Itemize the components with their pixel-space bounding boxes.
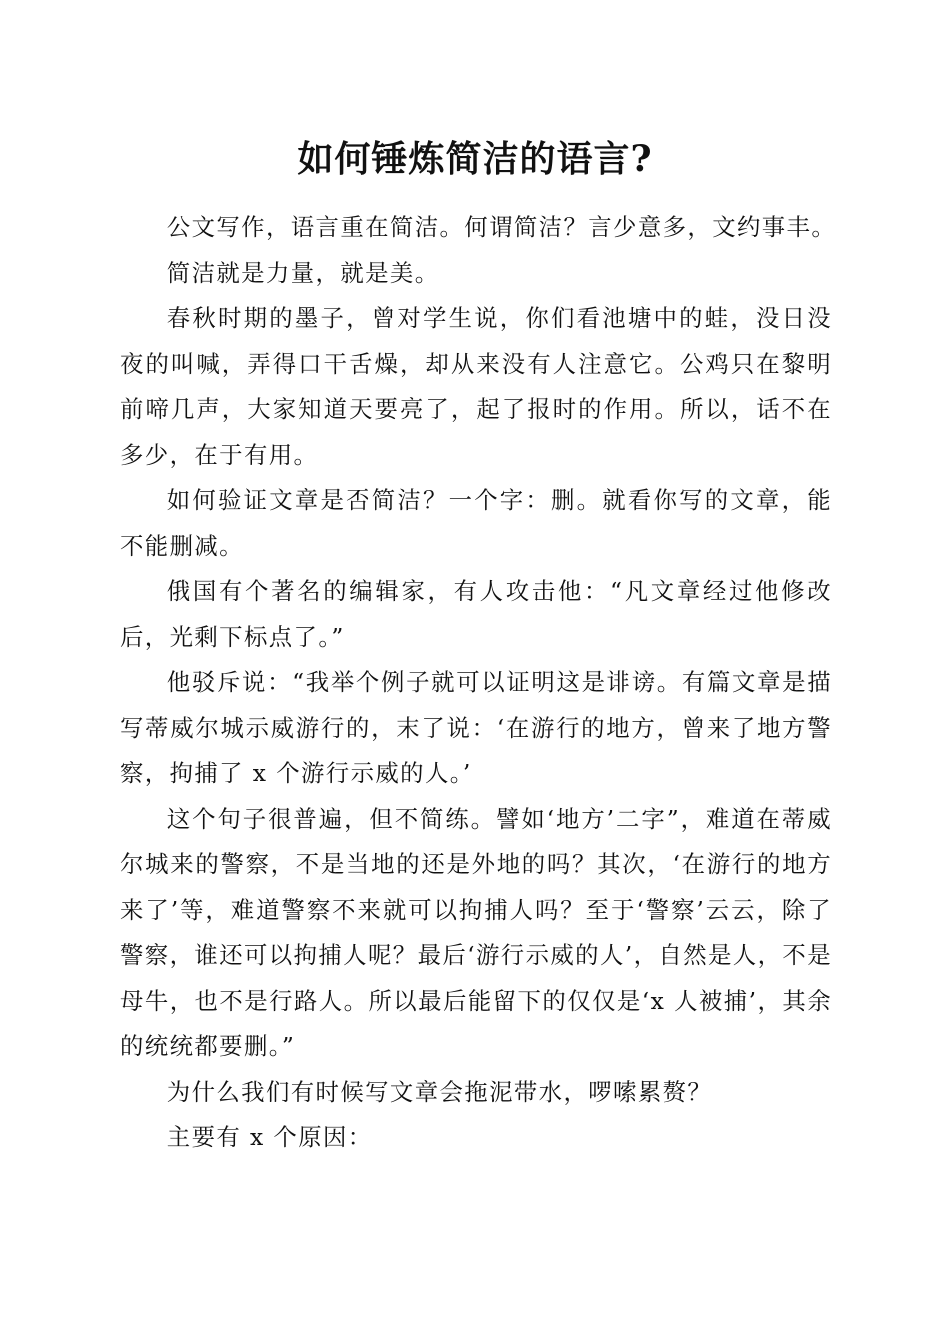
paragraph: 如何验证文章是否简洁？一个字：删。就看你写的文章，能不能删减。 (120, 486, 832, 560)
paragraph: 为什么我们有时候写文章会拖泥带水，啰嗦累赘？ (166, 1077, 713, 1106)
paragraph: 这个句子很普遍，但不简练。譬如‘地方’二字”，难道在蒂威尔城来的警察，不是当地的还是外地的吗？其次，‘在游行的地方来了’等，难道警察不来就可以拘捕人吗？至于‘警察’云云，除了警察，谁还可以拘捕人呢？最后‘游行示威的人’，自然是人，不是母牛，也不是行路人。所以最后能留下的仅仅是‘x 人被捕’，其余的统统都要删。” (120, 804, 832, 1060)
paragraph: 简洁就是力量，就是美。 (166, 258, 440, 287)
paragraph: 春秋时期的墨子，曾对学生说，你们看池塘中的蛙，没日没夜的叫喊，弄得口干舌燥，却从来没有人注意它。公鸡只在黎明前啼几声，大家知道天要亮了，起了报时的作用。所以，话不在多少，在于有用。 (120, 304, 832, 469)
document-body (120, 205, 837, 1161)
document-title: 如何锤炼简洁的语言? (297, 138, 653, 180)
paragraph: 俄国有个著名的编辑家，有人攻击他：“凡文章经过他修改后，光剩下标点了。” (120, 577, 832, 651)
paragraph: 主要有 x 个原因： (166, 1123, 373, 1151)
paragraph: 公文写作，语言重在简洁。何谓简洁？言少意多，文约事丰。 (166, 213, 837, 241)
paragraph: 他驳斥说：“我举个例子就可以证明这是诽谤。有篇文章是描写蒂威尔城示威游行的，末了说：‘在游行的地方，曾来了地方警察，拘捕了 x 个游行示威的人。’ (120, 668, 832, 787)
